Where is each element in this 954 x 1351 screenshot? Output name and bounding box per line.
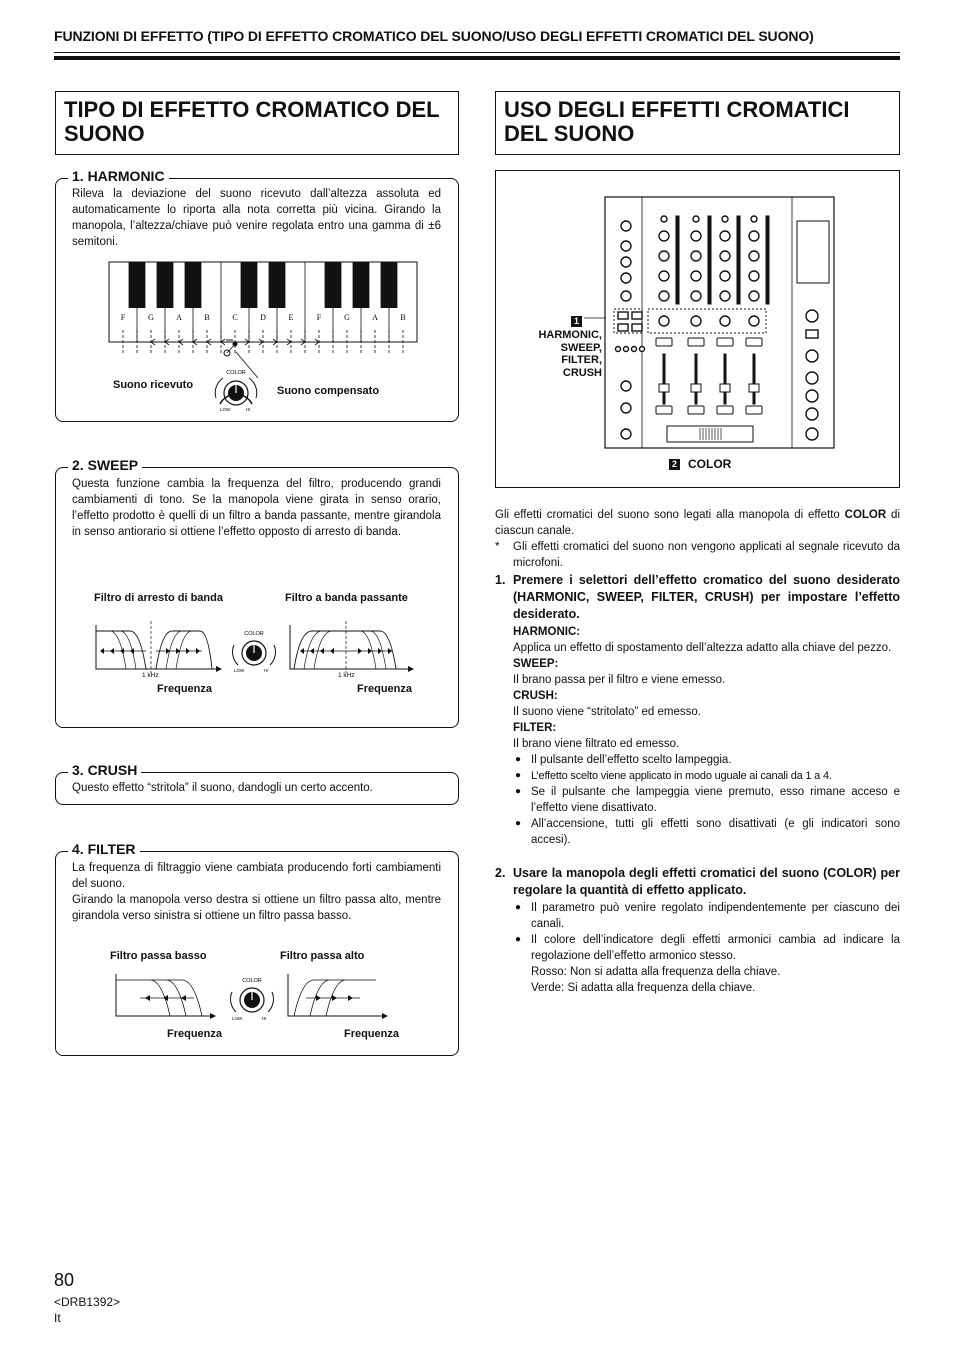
mic-knob <box>621 429 631 439</box>
def-colon: : <box>554 658 559 670</box>
bullet-item: ● Il colore dell’indicatore degli effetti armonici cambia ad indicare la regolazione dell’effetto armonico stesso. <box>513 932 900 964</box>
harmonic-label-received: Suono ricevuto <box>113 379 194 391</box>
note-label: G <box>344 313 350 322</box>
right-section-title: USO DEGLI EFFETTI CROMATICI DEL SUONO <box>495 91 900 155</box>
cue-button <box>688 338 704 346</box>
mic-knob <box>621 241 631 251</box>
step-1-text: Premere i selettori dell’effetto cromatico del suono desiderato (HARMONIC, SWEEP, FILTER, CRUSH) per impostare l’effetto desiderato. <box>513 573 900 621</box>
mic-knob <box>621 403 631 413</box>
fx-select-button <box>618 312 628 319</box>
fx-select-button <box>618 324 628 331</box>
sweep-knob-hi: HI <box>264 668 269 673</box>
callout-1-label <box>520 329 602 379</box>
fader-track <box>695 354 697 404</box>
mixer-knob <box>691 271 701 281</box>
indicator-dot <box>632 347 637 352</box>
mixer-knob <box>749 231 759 241</box>
harmonic-text: Rileva la deviazione del suono ricevuto dall’altezza assoluta ed automaticamente lo riporta alla nota corretta più vicina. Girando la manopola, l’altezza/chiave può venire regolata entro una gamma di ±6 semitoni. <box>72 188 441 248</box>
mixer-knob <box>659 251 669 261</box>
level-meter <box>766 216 769 304</box>
black-key <box>381 262 398 308</box>
def-term: HARMONIC <box>513 626 577 638</box>
indicator-dot <box>624 347 629 352</box>
black-key <box>325 262 342 308</box>
color-knob <box>720 316 730 326</box>
fader-cap <box>659 384 669 392</box>
crossfader-assign <box>746 406 762 414</box>
step-2-bullets <box>513 900 900 996</box>
callout-1-line-sweep: SWEEP, <box>560 341 602 354</box>
def-desc: Il brano passa per il filtro e viene emesso. <box>513 674 726 686</box>
black-key <box>241 262 258 308</box>
note-label: D <box>260 313 266 322</box>
definitions <box>513 624 900 848</box>
filter-knob-hi: HI <box>262 1016 267 1021</box>
bullet-item: ● Il parametro può venire regolato indipendentemente per ciascuno dei canali. <box>513 900 900 932</box>
channel-led <box>722 216 728 222</box>
fader-track <box>724 354 726 404</box>
filter-text-2: Girando la manopola verso destra si ottiene un filtro passa alto, mentre girandola verso sinistra si ottiene un filtro passa basso. <box>72 894 441 922</box>
def-colon: : <box>576 626 581 638</box>
mixer-knob <box>691 231 701 241</box>
intro-text-color: COLOR <box>844 509 887 521</box>
crush-text: Questo effetto “stritola” il suono, dandogli un certo accento. <box>72 782 373 794</box>
fader-cap <box>720 384 730 392</box>
def-term: FILTER <box>513 722 553 734</box>
note-label: G <box>148 313 154 322</box>
filter-label-high: Filtro passa alto <box>280 950 365 962</box>
black-key <box>157 262 174 308</box>
def-colon: : <box>553 690 558 702</box>
channel-led <box>661 216 667 222</box>
master-knob <box>806 350 818 362</box>
note-star: * <box>495 541 500 553</box>
fader-track <box>663 354 665 404</box>
master-button <box>806 330 818 338</box>
mixer-knob <box>720 271 730 281</box>
def-desc: Applica un effetto di spostamento dell’altezza adatto alla chiave del pezzo. <box>513 642 892 654</box>
callout-1-line-harmonic: HARMONIC, <box>538 329 602 341</box>
mixer-knob <box>659 291 669 301</box>
sweep-label-pass: Filtro a banda passante <box>285 592 408 604</box>
filter-knob-color: COLOR <box>242 978 262 984</box>
harmonic-knob-hi: HI <box>246 407 251 412</box>
master-knob <box>806 428 818 440</box>
callout-1-line-crush: CRUSH <box>562 366 602 379</box>
mixer-knob <box>691 291 701 301</box>
filter-freq-label-right: Frequenza <box>344 1028 400 1040</box>
channel-led <box>751 216 757 222</box>
sweep-label-stop: Filtro di arresto di banda <box>94 592 223 604</box>
def-term: SWEEP <box>513 658 555 670</box>
color-knob <box>691 316 701 326</box>
level-meter <box>676 216 679 304</box>
master-knob <box>806 310 818 322</box>
callout-1-badge: 1 <box>571 316 582 327</box>
crossfader-assign <box>688 406 704 414</box>
bullet-item: ● All’accensione, tutti gli effetti sono disattivati (e gli indicatori sono accesi). <box>513 816 900 848</box>
sweep-diagram <box>90 615 430 685</box>
step-2-number: 2. <box>495 866 506 880</box>
mixer-knob <box>749 271 759 281</box>
mic-knob <box>621 291 631 301</box>
green-meaning: Verde: Si adatta alla frequenza della chiave. <box>531 982 756 994</box>
channel-led <box>693 216 699 222</box>
crossfader-assign <box>717 406 733 414</box>
fx-select-button <box>632 312 642 319</box>
sweep-tick-pass: 1 kHz <box>338 672 355 679</box>
step-2-text: Usare la manopola degli effetti cromatici del suono (COLOR) per regolare la quantità di effetto applicato. <box>513 866 900 897</box>
def-crush <box>513 688 900 704</box>
doc-lang: It <box>54 1311 61 1325</box>
red-meaning: Rosso: Non si adatta alla frequenza della chiave. <box>531 966 781 978</box>
mixer-knob <box>720 291 730 301</box>
harmonic-knob-color-label: COLOR <box>226 370 246 376</box>
mic-knob <box>621 221 631 231</box>
def-desc: Il suono viene “stritolato” ed emesso. <box>513 706 701 718</box>
sweep-title: 2. SWEEP <box>68 457 142 473</box>
mixer-knob <box>749 291 759 301</box>
def-filter <box>513 720 900 736</box>
def-colon: : <box>552 722 557 734</box>
mic-knob <box>621 257 631 267</box>
note-label: A <box>176 313 182 322</box>
mixer-knob <box>749 251 759 261</box>
header-rule-thin <box>54 52 900 53</box>
harmonic-label-compensated: Suono compensato <box>277 385 380 397</box>
mixer-knob <box>720 251 730 261</box>
black-key <box>269 262 286 308</box>
mixer-knob <box>659 271 669 281</box>
note-label: C <box>232 313 238 322</box>
fader-track <box>753 354 755 404</box>
sweep-tick-stop: 1 kHz <box>142 672 159 679</box>
fx-select-button <box>632 324 642 331</box>
indicator-dot <box>616 347 621 352</box>
level-meter <box>708 216 711 304</box>
callout-1-line-filter: FILTER, <box>561 354 602 366</box>
mic-knob <box>621 273 631 283</box>
harmonic-title: 1. HARMONIC <box>68 168 169 184</box>
level-meter <box>737 216 740 304</box>
filter-title: 4. FILTER <box>68 841 140 857</box>
note-label: B <box>400 313 406 322</box>
harmonic-knob-low: LOW <box>220 407 231 412</box>
callout-2-label: COLOR <box>688 457 732 471</box>
note-label: F <box>120 313 126 322</box>
note-text: Gli effetti cromatici del suono non vengono applicati al segnale ricevuto da microfoni. <box>513 541 900 569</box>
mixer-knob <box>659 231 669 241</box>
bullet-item: ● Il pulsante dell’effetto scelto lampeggia. <box>513 752 900 768</box>
def-harmonic <box>513 624 900 640</box>
bullet-item: ● L’effetto scelto viene applicato in modo uguale ai canali da 1 a 4. <box>513 768 900 784</box>
indicator-dot <box>640 347 645 352</box>
intro-text-a: Gli effetti cromatici del suono sono legati alla manopola di effetto <box>495 509 845 521</box>
black-key <box>129 262 146 308</box>
fader-cap <box>691 384 701 392</box>
filter-freq-label-left: Frequenza <box>167 1028 223 1040</box>
mixer-knob <box>720 231 730 241</box>
fader-cap <box>749 384 759 392</box>
left-section-title: TIPO DI EFFETTO CROMATICO DEL SUONO <box>55 91 459 155</box>
master-knob <box>806 372 818 384</box>
filter-diagram <box>110 968 410 1026</box>
note-label: A <box>372 313 378 322</box>
page-number: 80 <box>54 1270 75 1290</box>
color-knob <box>659 316 669 326</box>
sweep-freq-label-left: Frequenza <box>157 683 213 695</box>
sweep-knob-color: COLOR <box>244 631 264 637</box>
crossfader-assign <box>656 406 672 414</box>
note-label: B <box>204 313 210 322</box>
black-key <box>185 262 202 308</box>
bullet-item: ● Se il pulsante che lampeggia viene premuto, esso rimane acceso e l’effetto viene disattivato. <box>513 784 900 816</box>
sweep-freq-label-right: Frequenza <box>357 683 413 695</box>
mixer-knob <box>691 251 701 261</box>
filter-label-low: Filtro passa basso <box>110 950 207 962</box>
def-sweep <box>513 656 900 672</box>
header-rule-thick <box>54 56 900 60</box>
master-knob <box>806 408 818 420</box>
filter-knob-low: LOW <box>232 1016 243 1021</box>
intro-paragraph <box>495 507 900 539</box>
note-label: F <box>316 313 322 322</box>
note-label: E <box>288 313 294 322</box>
sweep-text: Questa funzione cambia la frequenza del filtro, producendo grandi cambiamenti di tono. Se la manopola viene girata in senso orario, l’effetto prodotto è quelli di un filtro a banda passante, mentre girandola in senso antiorario si ottiene l’effetto opposto di arresto di banda. <box>72 478 441 538</box>
sweep-knob-low: LOW <box>234 668 245 673</box>
cue-button <box>746 338 762 346</box>
doc-code-text: <DRB1392> <box>54 1295 121 1309</box>
crush-title: 3. CRUSH <box>68 762 141 778</box>
filter-text-1: La frequenza di filtraggio viene cambiata producendo forti cambiamenti del suono. <box>72 862 441 890</box>
mic-knob <box>621 381 631 391</box>
page-header-title: FUNZIONI DI EFFETTO (TIPO DI EFFETTO CROMATICO DEL SUONO/USO DEGLI EFFETTI CROMATICI DEL SUONO) <box>54 28 814 44</box>
intro-text-c: di ciascun canale. <box>495 509 900 537</box>
callout-2-badge: 2 <box>669 459 680 470</box>
def-term: CRUSH <box>513 690 554 702</box>
black-key <box>353 262 370 308</box>
master-knob <box>806 390 818 402</box>
doc-code <box>54 1294 120 1326</box>
def-desc: Il brano viene filtrato ed emesso. <box>513 738 680 750</box>
step-1-number: 1. <box>495 573 506 587</box>
cue-button <box>656 338 672 346</box>
mixer-panel-illustration <box>604 196 836 450</box>
cue-button <box>717 338 733 346</box>
color-knob <box>749 316 759 326</box>
